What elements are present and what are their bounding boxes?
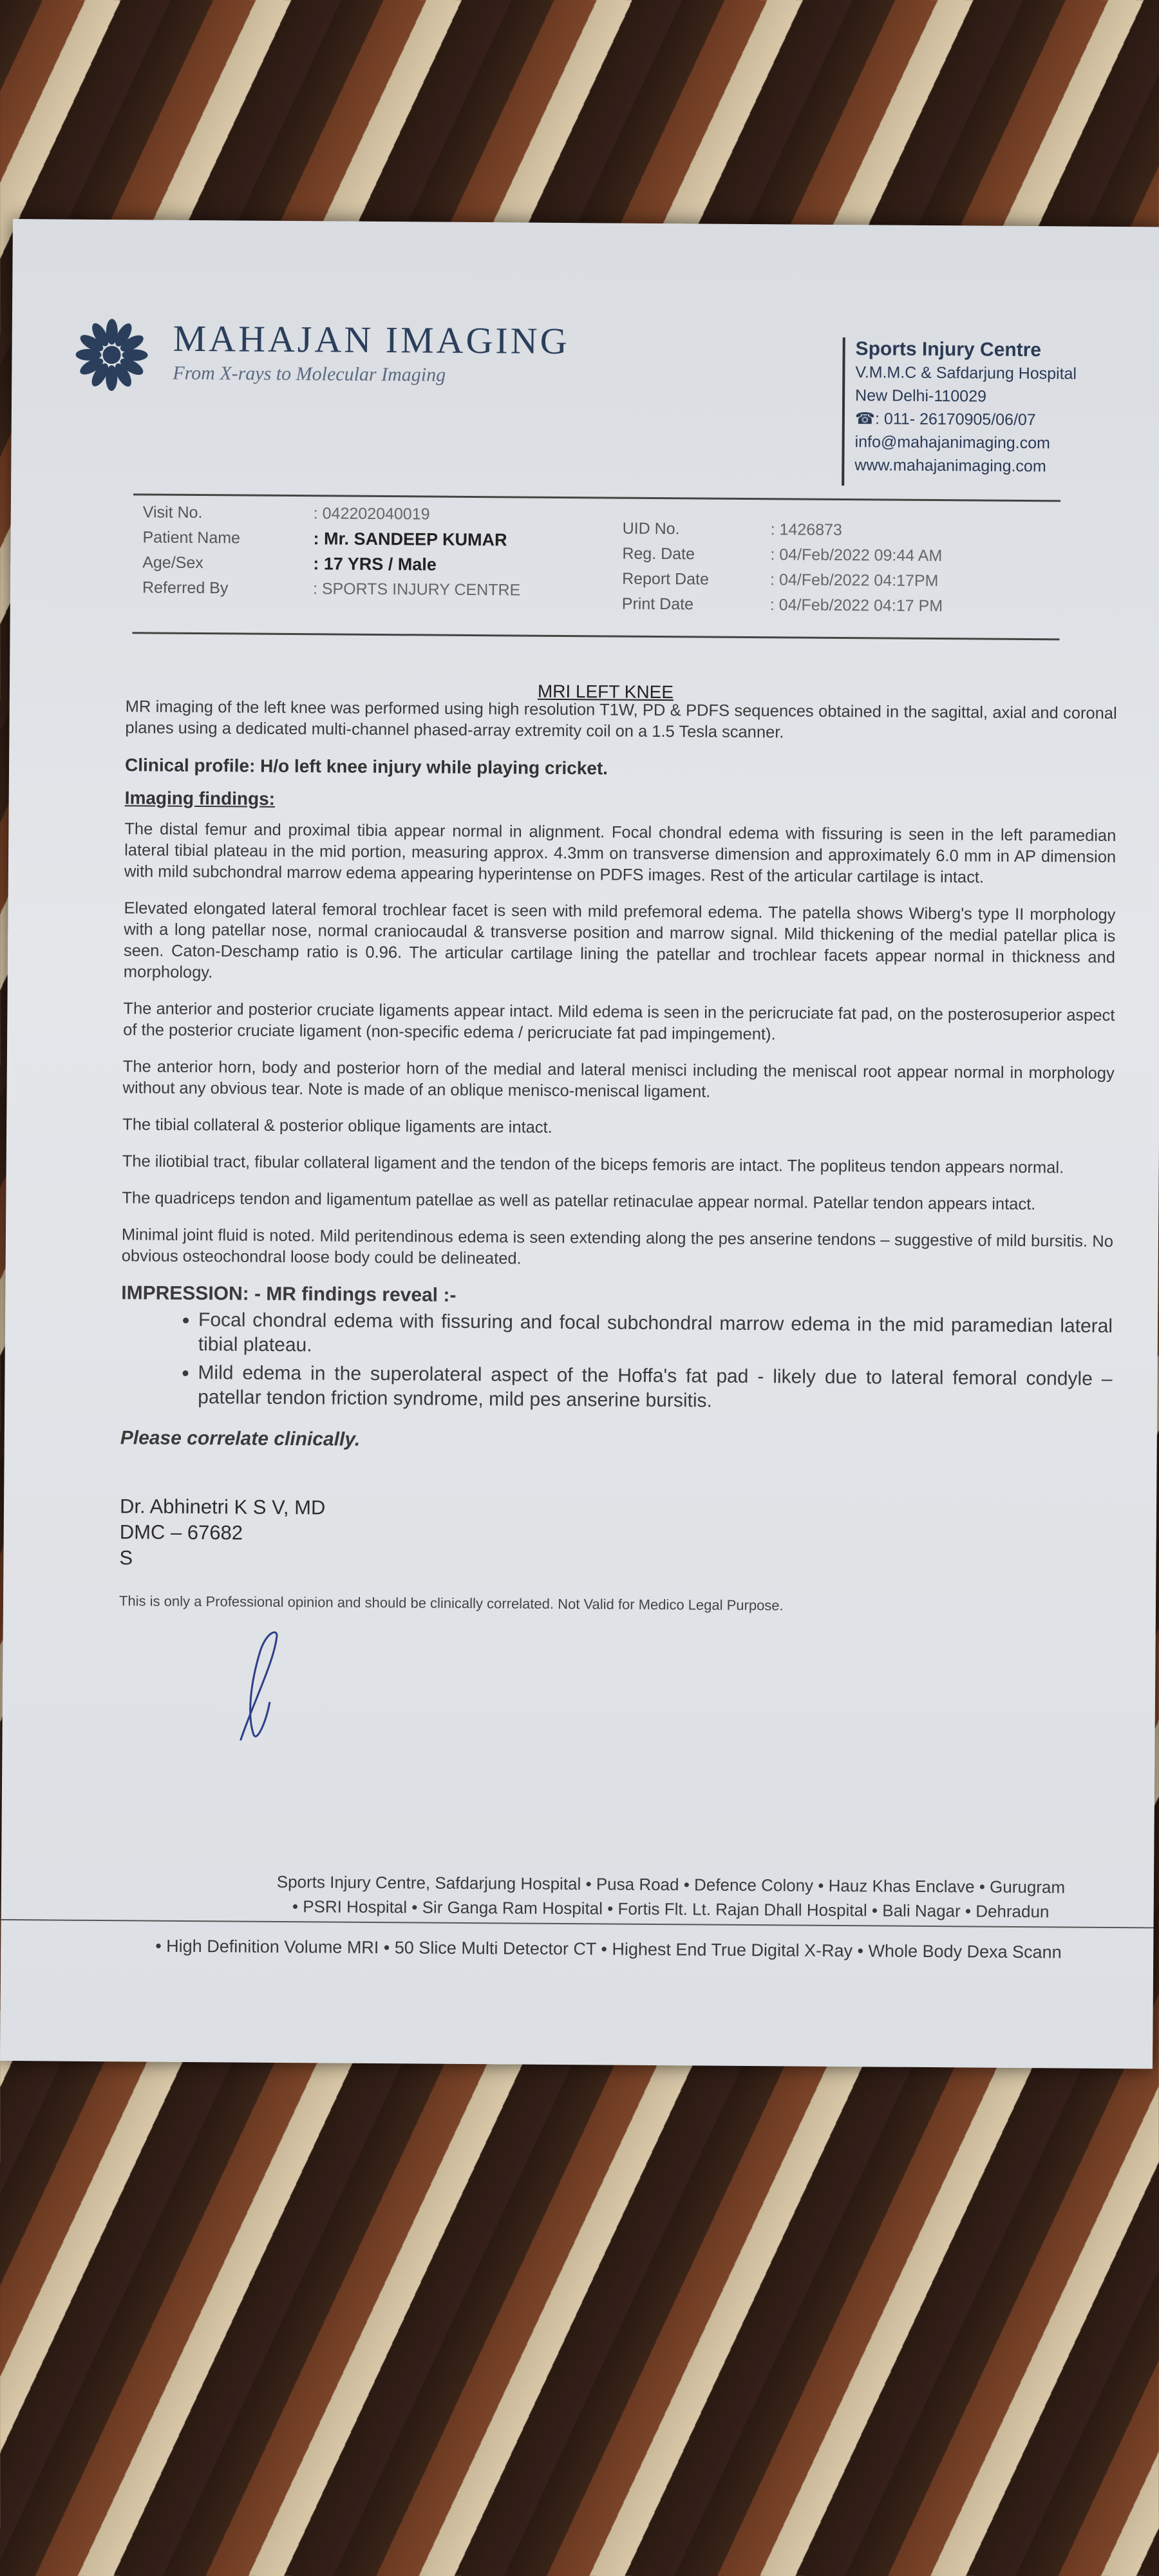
branches-line-1: Sports Injury Centre, Safdarjung Hospital • Pusa Road • Defence Colony • Hauz Khas Enclave • Gurugram bbox=[276, 1871, 1066, 1897]
contact-address-1: V.M.M.C & Safdarjung Hospital bbox=[855, 363, 1077, 383]
contact-block bbox=[854, 337, 1132, 478]
report-date-value: : 04/Feb/2022 04:17PM bbox=[770, 571, 939, 591]
uid-value: : 1426873 bbox=[770, 520, 842, 540]
doctor-name: Dr. Abhinetri K S V, MD bbox=[119, 1495, 326, 1519]
print-date-label: Print Date bbox=[621, 594, 694, 614]
contact-title: Sports Injury Centre bbox=[855, 338, 1042, 361]
branches-footer bbox=[220, 1869, 1122, 1924]
visit-value: : 042202040019 bbox=[313, 504, 430, 524]
finding-paragraph: Elevated elongated lateral femoral trochlear facet is seen with mild prefemoral edema. The patella shows Wiberg's type II morphology with a long patellar nose, normal craniocaudal & transverse position and marrow signal. Mild thickening of the medial patellar plica is seen. Caton-Deschamp ratio is 0.96. The articular cartilage lining the patellar and trochlear facets appear normal in thickness and morphology. bbox=[123, 899, 1116, 982]
referred-value: : SPORTS INJURY CENTRE bbox=[312, 580, 521, 600]
referred-label: Referred By bbox=[142, 578, 229, 598]
age-label: Age/Sex bbox=[142, 553, 203, 573]
finding-paragraph: The iliotibial tract, fibular collateral ligament and the tendon of the biceps femoris are intact. The popliteus tendon appears normal. bbox=[122, 1152, 1064, 1177]
impression-item: • Mild edema in the superolateral aspect of the Hoffa's fat pad - likely due to lateral femoral condyle – patellar tendon friction syndrome, mild pes anserine bursitis. bbox=[198, 1361, 1112, 1416]
mahajan-flower-logo bbox=[63, 316, 160, 394]
branches-line-2: • PSRI Hospital • Sir Ganga Ram Hospital • Fortis Flt. Lt. Rajan Dhall Hospital • Bali Nagar • Dehradun bbox=[292, 1897, 1050, 1922]
report-date-label: Report Date bbox=[622, 569, 710, 589]
doctor-block bbox=[119, 1493, 1111, 1578]
finding-paragraph: The distal femur and proximal tibia appear normal in alignment. Focal chondral edema with fissuring is seen in the left paramedian lateral tibial plateau in the mid portion, measuring approx. 4.3mm on transverse dimension and approximately 6.0 mm in AP dimension with mild subchondral marrow edema appearing hyperintense on PDFS images. Rest of the articular cartilage is intact. bbox=[124, 820, 1117, 887]
patient-values-right bbox=[770, 517, 943, 619]
print-date-value: : 04/Feb/2022 04:17 PM bbox=[769, 596, 943, 616]
patient-labels-left bbox=[142, 500, 241, 601]
patient-name-label: Patient Name bbox=[142, 528, 241, 547]
finding-paragraph: The anterior horn, body and posterior horn of the medial and lateral menisci including the meniscal root appear normal in morphology without any obvious tear. Note is made of an oblique menisco-meniscal ligament. bbox=[122, 1057, 1115, 1101]
typist-initial: S bbox=[119, 1546, 133, 1569]
brand-name: MAHAJAN IMAGING bbox=[173, 317, 570, 363]
report-title: MRI LEFT KNEE bbox=[537, 681, 674, 703]
report-paper bbox=[0, 219, 1159, 2069]
finding-paragraph: The anterior and posterior cruciate ligaments appear intact. Mild edema is seen in the pericruciate fat pad, on the posterosuperior aspect of the posterior cruciate ligament (non-specific edema / pericruciate fat pad impingement). bbox=[123, 999, 1115, 1044]
uid-label: UID No. bbox=[622, 519, 680, 538]
findings-heading: Imaging findings: bbox=[124, 788, 276, 809]
age-value: : 17 YRS / Male bbox=[313, 554, 437, 574]
patient-labels-right bbox=[622, 516, 710, 618]
impression-heading: IMPRESSION: - MR findings reveal :- bbox=[121, 1282, 457, 1306]
contact-web: www.mahajanimaging.com bbox=[854, 456, 1046, 476]
services-footer: • High Definition Volume MRI • 50 Slice Multi Detector CT • Highest End True Digital X-Ray • Whole Body Dexa Scann bbox=[155, 1936, 1062, 1962]
letterhead bbox=[173, 317, 570, 387]
brand-tagline: From X-rays to Molecular Imaging bbox=[173, 362, 446, 386]
correlate-note: Please correlate clinically. bbox=[120, 1427, 361, 1450]
clinical-profile: Clinical profile: H/o left knee injury while playing cricket. bbox=[124, 755, 608, 779]
reg-date-value: : 04/Feb/2022 09:44 AM bbox=[770, 545, 943, 565]
impression-item: • Focal chondral edema with fissuring and focal subchondral marrow edema in the mid paramedian lateral tibial plateau. bbox=[198, 1308, 1113, 1363]
patient-values-left bbox=[313, 501, 521, 603]
patient-name-value: : Mr. SANDEEP KUMAR bbox=[313, 529, 507, 550]
visit-label: Visit No. bbox=[142, 503, 203, 522]
finding-paragraph: Minimal joint fluid is noted. Mild peritendinous edema is seen extending along the pes anserine tendons – suggestive of mild bursitis. No obvious osteochondral loose body could be delineated. bbox=[121, 1226, 1114, 1268]
finding-paragraph: The quadriceps tendon and ligamentum patellae as well as patellar retinaculae appear normal. Patellar tendon appears intact. bbox=[122, 1189, 1036, 1214]
contact-divider bbox=[842, 337, 845, 486]
doctor-registration: DMC – 67682 bbox=[119, 1520, 243, 1544]
header-rule-top bbox=[133, 493, 1060, 502]
disclaimer: This is only a Professional opinion and should be clinically correlated. Not Valid for Medico Legal Purpose. bbox=[118, 1593, 784, 1614]
contact-email: info@mahajanimaging.com bbox=[854, 433, 1051, 453]
report-intro: MR imaging of the left knee was performed using high resolution T1W, PD & PDFS sequences obtained in the sagittal, axial and coronal planes using a dedicated multi-channel phased-array extremity coil on a 1.5 Tesla scanner. bbox=[125, 697, 1117, 742]
doctor-signature bbox=[214, 1624, 292, 1747]
header-rule-bottom bbox=[133, 632, 1060, 640]
impression-list bbox=[120, 1307, 1113, 1416]
contact-phone: ☎: 011- 26170905/06/07 bbox=[854, 410, 1036, 430]
finding-paragraph: The tibial collateral & posterior oblique ligaments are intact. bbox=[122, 1115, 552, 1137]
report-body bbox=[119, 696, 1117, 1618]
contact-address-2: New Delhi-110029 bbox=[855, 386, 987, 406]
reg-date-label: Reg. Date bbox=[622, 544, 695, 564]
